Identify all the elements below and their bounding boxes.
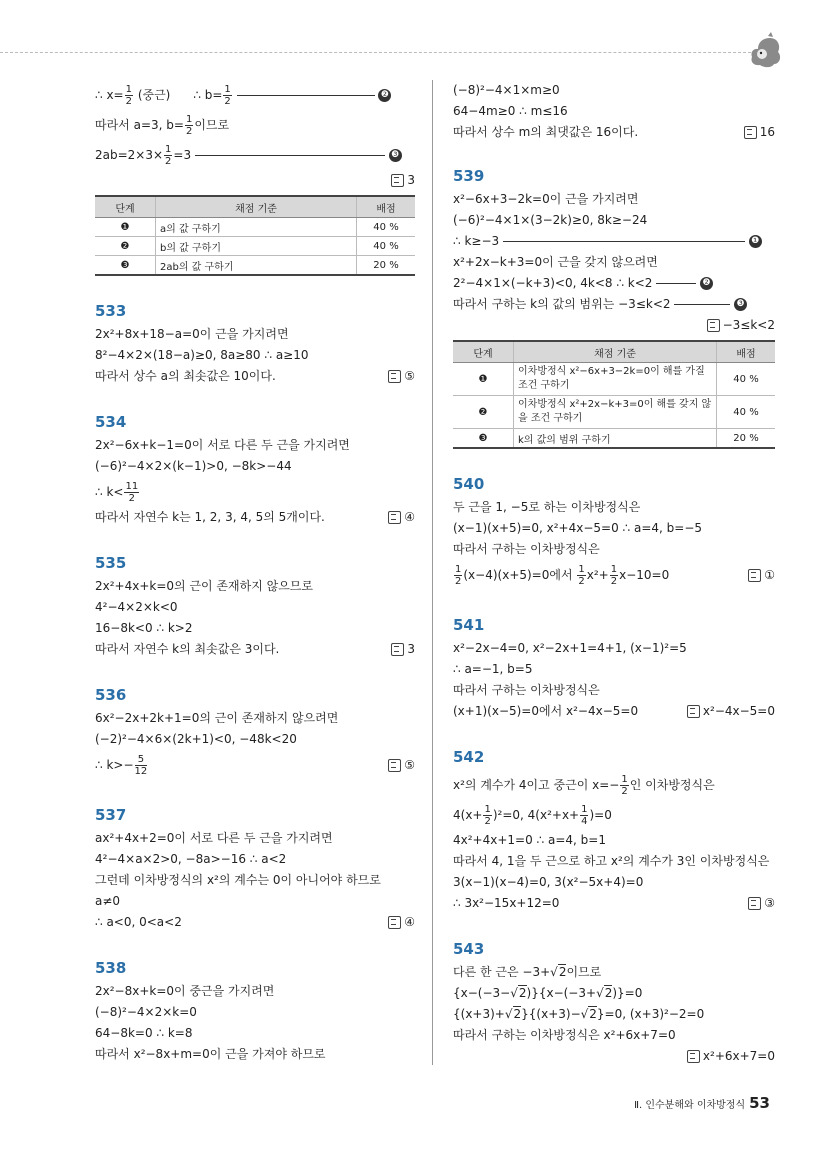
answer-badge: ① <box>748 560 775 590</box>
problem-number: 541 <box>453 616 485 634</box>
solution-line: 따라서 a=3, b= $\frac{1}{2}$ 이므로 <box>95 114 230 137</box>
solution-line: 16−8k<0 ∴ k>2 <box>95 621 193 635</box>
solution-line: 4²−4×a×2>0, −8a>−16 ∴ a<2 <box>95 852 287 866</box>
solution-line: (−6)²−4×2×(k−1)>0, −8k>−44 <box>95 459 292 473</box>
solution-line: $\frac{1}{2}$ (x−4)(x+5)=0에서 $\frac{1}{2}$ x²+ $\frac{1}{2}$ x−10=0 ① <box>453 560 775 590</box>
step-mark: ❶ <box>749 235 762 248</box>
solution-line: 따라서 자연수 k의 최솟값은 3이다. 3 <box>95 639 415 660</box>
problem-number: 533 <box>95 302 127 320</box>
solution-line: 6x²−2x+2k+1=0의 근이 존재하지 않으려면 <box>95 711 339 725</box>
solution-line: ax²+4x+2=0이 서로 다른 두 근을 가지려면 <box>95 831 333 845</box>
solution-line: 2x²−8x+k=0이 중근을 가지려면 <box>95 984 275 998</box>
solution-line: x²−6x+3−2k=0이 근을 가지려면 <box>453 192 639 206</box>
solution-line: 64−8k=0 ∴ k=8 <box>95 1026 193 1040</box>
column-divider <box>432 80 433 1065</box>
answer-icon <box>687 705 700 718</box>
solution-line: 따라서 x²−8x+m=0이 근을 가져야 하므로 <box>95 1047 326 1061</box>
solution-line: ∴ a=−1, b=5 <box>453 662 533 676</box>
answer-icon <box>388 511 401 524</box>
solution-line: 4x²+4x+1=0 ∴ a=4, b=1 <box>453 833 606 847</box>
solution-line: (−8)²−4×2×k=0 <box>95 1005 197 1019</box>
solution-line: 따라서 구하는 이차방정식은 <box>453 542 600 556</box>
solution-line: 그런데 이차방정식의 x²의 계수는 0이 아니어야 하므로 <box>95 873 381 887</box>
solution-line: 2x²−6x+k−1=0이 서로 다른 두 근을 가지려면 <box>95 438 350 452</box>
solution-line: 8²−4×2×(18−a)≥0, 8a≥80 ∴ a≥10 <box>95 348 309 362</box>
solution-line: 따라서 자연수 k는 1, 2, 3, 4, 5의 5개이다. ④ <box>95 507 415 528</box>
answer-icon <box>391 174 404 187</box>
problem-number: 538 <box>95 959 127 977</box>
answer-icon <box>748 897 761 910</box>
solution-line: 2x²+8x+18−a=0이 근을 가지려면 <box>95 327 289 341</box>
grading-table: 단계 채점 기준 배점 ❶ 이차방정식 x²−6x+3−2k=0이 해를 가질 조건 구하기 40 % ❷ 이차방정식 x²+2x−k+3=0이 해를 갖지 않을 조건 구하기 40 % ❸ k의 값의 범위 구하기 20 % <box>453 340 775 449</box>
step-mark: ❷ <box>700 277 713 290</box>
answer-badge: ④ <box>388 507 415 528</box>
answer-badge: 3 <box>391 639 415 660</box>
solution-line: ∴ k≥−3 ❶ <box>453 231 775 252</box>
solution-line: 4(x+ $\frac{1}{2}$ )²=0, 4(x²+x+ $\frac{1}{4}$ )=0 <box>453 804 612 827</box>
solution-line: ∴ x= $\frac{1}{2}$ (중근) ∴ b= $\frac{1}{2}$ ❷ <box>95 80 415 110</box>
solution-line: {x−(−3−√2)}{x−(−3+√2)}=0 <box>453 986 643 1000</box>
problem-number: 536 <box>95 686 127 704</box>
solution-line: 두 근을 1, −5로 하는 이차방정식은 <box>453 500 641 514</box>
grading-table: 단계 채점 기준 배점 ❶ a의 값 구하기 40 % ❷ b의 값 구하기 40 % ❸ 2ab의 값 구하기 20 % <box>95 195 415 276</box>
page-number: 53 <box>749 1094 770 1112</box>
problem-number: 539 <box>453 167 485 185</box>
solution-line: 2ab=2×3× $\frac{1}{2}$ =3 ❸ <box>95 140 415 170</box>
answer-icon <box>391 643 404 656</box>
answer-badge: ④ <box>388 912 415 933</box>
answer-line <box>453 1046 775 1067</box>
chapter-title: Ⅱ. 인수분해와 이차방정식 <box>634 1100 746 1111</box>
step-mark: ❷ <box>378 89 391 102</box>
solution-line: ∴ k>− $\frac{5}{12}$ ⑤ <box>95 750 415 780</box>
answer-badge: −3≤k<2 <box>707 315 775 336</box>
solution-line: x²−2x−4=0, x²−2x+1=4+1, (x−1)²=5 <box>453 641 687 655</box>
solution-line: 3(x−1)(x−4)=0, 3(x²−5x+4)=0 <box>453 875 644 889</box>
solution-line: 2x²+4x+k=0의 근이 존재하지 않으므로 <box>95 579 313 593</box>
solution-line: 따라서 상수 a의 최솟값은 10이다. ⑤ <box>95 366 415 387</box>
answer-icon <box>707 319 720 332</box>
step-mark: ❸ <box>734 298 747 311</box>
solution-line: a≠0 <box>95 894 121 908</box>
solution-line: (x−1)(x+5)=0, x²+4x−5=0 ∴ a=4, b=−5 <box>453 521 703 535</box>
solution-line: 따라서 구하는 k의 값의 범위는 −3≤k<2 ❸ <box>453 294 775 315</box>
answer-line <box>453 315 775 336</box>
answer-icon <box>388 916 401 929</box>
solution-line: 따라서 4, 1을 두 근으로 하고 x²의 계수가 3인 이차방정식은 <box>453 854 770 868</box>
solution-line: (−2)²−4×6×(2k+1)<0, −48k<20 <box>95 732 297 746</box>
problem-number: 543 <box>453 940 485 958</box>
solution-line: ∴ a<0, 0<a<2 ④ <box>95 912 415 933</box>
solution-line: 따라서 구하는 이차방정식은 x²+6x+7=0 <box>453 1028 676 1042</box>
answer-badge: ⑤ <box>388 366 415 387</box>
problem-number: 537 <box>95 806 127 824</box>
answer-icon <box>388 759 401 772</box>
answer-icon <box>748 569 761 582</box>
problem-number: 540 <box>453 475 485 493</box>
step-mark: ❸ <box>389 149 402 162</box>
answer-badge: ③ <box>748 893 775 914</box>
answer-icon <box>744 126 757 139</box>
solution-line: x²의 계수가 4이고 중근이 x=− $\frac{1}{2}$ 인 이차방정식은 <box>453 774 715 797</box>
right-column <box>453 80 775 1067</box>
answer-badge: x²+6x+7=0 <box>687 1046 775 1067</box>
answer-badge: x²−4x−5=0 <box>687 701 775 722</box>
solution-line: 2²−4×1×(−k+3)<0, 4k<8 ∴ k<2 ❷ <box>453 273 775 294</box>
answer-icon <box>388 370 401 383</box>
solution-line: 다른 한 근은 −3+√2이므로 <box>453 965 602 979</box>
solution-line: (−6)²−4×1×(3−2k)≥0, 8k≥−24 <box>453 213 648 227</box>
solution-line: (x+1)(x−5)=0에서 x²−4x−5=0 x²−4x−5=0 <box>453 701 775 722</box>
problem-number: 534 <box>95 413 127 431</box>
problem-number: 535 <box>95 554 127 572</box>
answer-icon <box>687 1050 700 1063</box>
answer-badge: ⑤ <box>388 750 415 780</box>
solution-line: ∴ k< $\frac{11}{2}$ <box>95 481 139 504</box>
solution-line: (−8)²−4×1×m≥0 <box>453 83 560 97</box>
answer-badge: 16 <box>744 122 775 143</box>
page-footer <box>634 1094 770 1112</box>
header-rule <box>0 52 756 53</box>
solution-line: 따라서 구하는 이차방정식은 <box>453 683 600 697</box>
solution-line: 따라서 상수 m의 최댓값은 16이다. 16 <box>453 122 775 143</box>
left-column <box>95 80 415 1065</box>
solution-line: {(x+3)+√2}{(x+3)−√2}=0, (x+3)²−2=0 <box>453 1007 705 1021</box>
solution-line: 4²−4×2×k<0 <box>95 600 178 614</box>
solution-line: x²+2x−k+3=0이 근을 갖지 않으려면 <box>453 255 658 269</box>
solution-line: 64−4m≥0 ∴ m≤16 <box>453 104 568 118</box>
solution-line: ∴ 3x²−15x+12=0 ③ <box>453 893 775 914</box>
squirrel-mascot-icon <box>748 32 782 70</box>
problem-number: 542 <box>453 748 485 766</box>
answer-line <box>95 170 415 191</box>
answer-badge: 3 <box>391 170 415 191</box>
